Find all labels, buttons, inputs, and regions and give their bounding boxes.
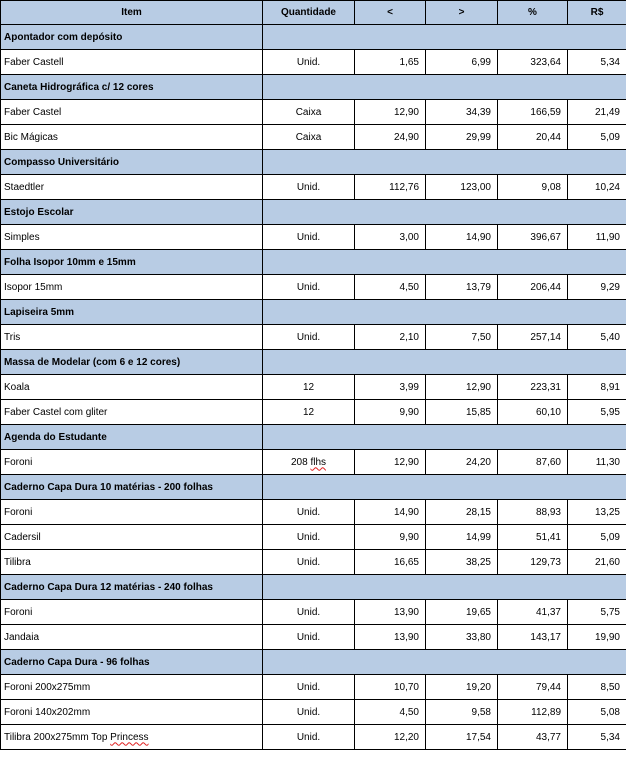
quantity-cell-text: 12 — [302, 406, 315, 418]
percent-cell[interactable] — [498, 450, 568, 475]
table-row — [1, 500, 626, 525]
quantity-cell-text: Unid. — [296, 231, 321, 243]
max-price-cell[interactable] — [426, 400, 498, 425]
max-price-cell[interactable] — [426, 275, 498, 300]
min-price-cell[interactable] — [355, 625, 426, 650]
percent-cell-text: 79,44 — [535, 681, 561, 693]
min-price-cell-text: 12,90 — [393, 106, 419, 118]
group-filler-cell[interactable] — [263, 650, 626, 675]
quantity-cell[interactable] — [263, 325, 355, 350]
min-price-cell-text: 16,65 — [393, 556, 419, 568]
table-row — [1, 450, 626, 475]
group-title[interactable]: Folha Isopor 10mm e 15mm — [1, 250, 263, 275]
table-row — [1, 50, 626, 75]
item-name-cell[interactable] — [1, 550, 263, 575]
quantity-cell-text: Unid. — [296, 331, 321, 343]
quantity-cell[interactable] — [263, 400, 355, 425]
min-price-cell-text: 13,90 — [393, 631, 419, 643]
table-row — [1, 550, 626, 575]
group-filler-cell[interactable] — [263, 250, 626, 275]
group-row — [1, 250, 626, 275]
table-row — [1, 375, 626, 400]
quantity-cell[interactable] — [263, 100, 355, 125]
quantity-cell[interactable] — [263, 725, 355, 750]
min-price-cell[interactable] — [355, 525, 426, 550]
table-row — [1, 175, 626, 200]
difference-cell-text: 5,34 — [600, 56, 620, 68]
quantity-cell-text: Unid. — [296, 506, 321, 518]
quantity-cell-text: Unid. — [296, 556, 321, 568]
percent-cell-text: 206,44 — [530, 281, 561, 293]
difference-cell[interactable] — [568, 125, 626, 150]
table-row — [1, 225, 626, 250]
max-price-cell[interactable] — [426, 125, 498, 150]
quantity-cell[interactable] — [263, 125, 355, 150]
table-row — [1, 625, 626, 650]
difference-cell-text: 9,29 — [600, 281, 620, 293]
percent-cell-text: 112,89 — [531, 706, 561, 718]
max-price-cell[interactable] — [426, 675, 498, 700]
max-price-cell-text: 34,39 — [465, 106, 491, 118]
difference-cell[interactable] — [568, 525, 626, 550]
table-row — [1, 400, 626, 425]
item-name-cell-text: Faber Castel — [4, 106, 62, 118]
item-name-cell-text: Foroni 200x275mm — [4, 681, 91, 693]
quantity-cell-text: Unid. — [296, 631, 321, 643]
item-name-cell[interactable] — [1, 675, 263, 700]
min-price-cell[interactable] — [355, 550, 426, 575]
group-title[interactable]: Caderno Capa Dura 12 matérias - 240 folhas — [1, 575, 263, 600]
quantity-cell[interactable] — [263, 275, 355, 300]
item-name-cell[interactable] — [1, 175, 263, 200]
percent-cell-text: 166,59 — [530, 106, 561, 118]
max-price-cell-text: 13,79 — [465, 281, 491, 293]
percent-cell[interactable] — [498, 625, 568, 650]
group-filler-cell[interactable] — [263, 575, 626, 600]
max-price-cell[interactable] — [426, 100, 498, 125]
item-name-cell-text: Foroni — [4, 506, 33, 518]
quantity-cell[interactable] — [263, 225, 355, 250]
group-title[interactable]: Apontador com depósito — [1, 25, 263, 50]
difference-cell-text: 13,25 — [594, 506, 620, 518]
difference-cell[interactable] — [568, 500, 626, 525]
group-row — [1, 575, 626, 600]
group-filler-cell[interactable] — [263, 425, 626, 450]
percent-cell[interactable] — [498, 500, 568, 525]
min-price-cell-text: 3,00 — [399, 231, 419, 243]
max-price-cell-text: 7,50 — [471, 331, 491, 343]
min-price-cell[interactable] — [355, 725, 426, 750]
item-name-cell-text: Staedtler — [4, 181, 45, 193]
item-name-cell-text: Foroni — [4, 606, 33, 618]
item-name-cell-text: Faber Castell — [4, 56, 64, 68]
group-title[interactable]: Estojo Escolar — [1, 200, 263, 225]
table-row — [1, 675, 626, 700]
max-price-cell-text: 38,25 — [465, 556, 491, 568]
difference-cell-text: 5,95 — [600, 406, 620, 418]
quantity-cell[interactable] — [263, 550, 355, 575]
quantity-cell[interactable] — [263, 700, 355, 725]
quantity-cell-text: Unid. — [296, 606, 321, 618]
percent-cell-text: 143,17 — [530, 631, 561, 643]
max-price-cell[interactable] — [426, 500, 498, 525]
difference-cell-text: 5,09 — [600, 131, 620, 143]
percent-cell[interactable] — [498, 100, 568, 125]
item-name-cell-text: Foroni 140x202mm — [4, 706, 91, 718]
quantity-cell[interactable] — [263, 450, 355, 475]
percent-cell-text: 88,93 — [535, 506, 561, 518]
spellcheck-mark: flhs — [310, 456, 327, 468]
percent-cell[interactable] — [498, 125, 568, 150]
group-row — [1, 150, 626, 175]
table-row — [1, 525, 626, 550]
difference-cell[interactable] — [568, 275, 626, 300]
difference-cell-text: 10,24 — [594, 181, 620, 193]
difference-cell-text: 8,50 — [600, 681, 620, 693]
difference-cell-text: 5,75 — [600, 606, 620, 618]
item-name-cell-text: Isopor 15mm — [4, 281, 63, 293]
quantity-cell[interactable] — [263, 675, 355, 700]
quantity-cell[interactable] — [263, 175, 355, 200]
quantity-cell[interactable] — [263, 600, 355, 625]
quantity-cell-text: Unid. — [296, 281, 321, 293]
min-price-cell[interactable] — [355, 100, 426, 125]
quantity-cell[interactable] — [263, 375, 355, 400]
item-name-cell[interactable] — [1, 375, 263, 400]
difference-cell-text: 19,90 — [594, 631, 620, 643]
group-title[interactable]: Caneta Hidrográfica c/ 12 cores — [1, 75, 263, 100]
difference-cell-text: 5,09 — [600, 531, 620, 543]
min-price-cell[interactable] — [355, 275, 426, 300]
max-price-cell[interactable] — [426, 525, 498, 550]
percent-cell-text: 41,37 — [535, 606, 561, 618]
item-name-cell[interactable] — [1, 125, 263, 150]
quantity-cell-text: Unid. — [296, 706, 321, 718]
percent-cell[interactable] — [498, 700, 568, 725]
percent-cell-text: 60,10 — [535, 406, 561, 418]
header-quantidade[interactable]: Quantidade — [263, 1, 355, 25]
percent-cell[interactable] — [498, 325, 568, 350]
max-price-cell-text: 14,99 — [465, 531, 491, 543]
header-difference[interactable]: R$ — [568, 1, 626, 25]
table-row — [1, 700, 626, 725]
min-price-cell[interactable] — [355, 500, 426, 525]
difference-cell-text: 8,91 — [600, 381, 620, 393]
table-body — [1, 25, 626, 750]
max-price-cell[interactable] — [426, 50, 498, 75]
group-row — [1, 300, 626, 325]
difference-cell[interactable] — [568, 100, 626, 125]
quantity-cell[interactable] — [263, 500, 355, 525]
max-price-cell-text: 17,54 — [465, 731, 491, 743]
max-price-cell-text: 19,65 — [465, 606, 491, 618]
difference-cell-text: 11,90 — [595, 231, 620, 243]
quantity-cell-text: Unid. — [296, 181, 321, 193]
percent-cell-text: 43,77 — [535, 731, 561, 743]
item-name-cell[interactable] — [1, 700, 263, 725]
item-name-cell[interactable] — [1, 450, 263, 475]
item-name-cell-text: Jandaia — [4, 631, 40, 643]
group-filler-cell[interactable] — [263, 25, 626, 50]
difference-cell[interactable] — [568, 625, 626, 650]
table-row — [1, 125, 626, 150]
group-row — [1, 475, 626, 500]
max-price-cell-text: 29,99 — [465, 131, 491, 143]
difference-cell[interactable] — [568, 325, 626, 350]
group-filler-cell[interactable] — [263, 75, 626, 100]
min-price-cell-text: 112,76 — [389, 181, 419, 193]
max-price-cell-text: 19,20 — [465, 681, 491, 693]
quantity-cell[interactable] — [263, 50, 355, 75]
group-row — [1, 425, 626, 450]
item-name-cell[interactable] — [1, 600, 263, 625]
header-item[interactable]: Item — [1, 1, 263, 25]
percent-cell-text: 9,08 — [541, 181, 561, 193]
header-min[interactable]: < — [355, 1, 426, 25]
group-filler-cell[interactable] — [263, 475, 626, 500]
min-price-cell-text: 9,90 — [399, 406, 419, 418]
min-price-cell[interactable] — [355, 700, 426, 725]
min-price-cell-text: 1,65 — [399, 56, 419, 68]
group-row — [1, 200, 626, 225]
difference-cell-text: 21,60 — [594, 556, 620, 568]
difference-cell-text: 5,40 — [600, 331, 620, 343]
table-row — [1, 275, 626, 300]
min-price-cell[interactable] — [355, 225, 426, 250]
percent-cell-text: 129,73 — [530, 556, 561, 568]
group-filler-cell[interactable] — [263, 350, 626, 375]
min-price-cell-text: 4,50 — [399, 706, 419, 718]
item-name-cell[interactable] — [1, 525, 263, 550]
quantity-cell-text: 208 flhs — [290, 456, 327, 468]
percent-cell-text: 51,41 — [535, 531, 561, 543]
percent-cell-text: 87,60 — [535, 456, 561, 468]
header-max[interactable]: > — [426, 1, 498, 25]
min-price-cell[interactable] — [355, 125, 426, 150]
group-filler-cell[interactable] — [263, 200, 626, 225]
min-price-cell[interactable] — [355, 400, 426, 425]
difference-cell[interactable] — [568, 600, 626, 625]
item-name-cell-text: Faber Castel com gliter — [4, 406, 108, 418]
difference-cell[interactable] — [568, 700, 626, 725]
quantity-cell[interactable] — [263, 525, 355, 550]
max-price-cell-text: 12,90 — [465, 381, 491, 393]
min-price-cell-text: 12,20 — [393, 731, 419, 743]
difference-cell[interactable] — [568, 550, 626, 575]
difference-cell[interactable] — [568, 675, 626, 700]
min-price-cell-text: 13,90 — [393, 606, 419, 618]
percent-cell[interactable] — [498, 675, 568, 700]
item-name-cell-text: Tilibra — [4, 556, 31, 568]
min-price-cell[interactable] — [355, 175, 426, 200]
percent-cell[interactable] — [498, 375, 568, 400]
difference-cell-text: 11,30 — [595, 456, 620, 468]
max-price-cell[interactable] — [426, 375, 498, 400]
max-price-cell[interactable] — [426, 325, 498, 350]
percent-cell-text: 396,67 — [530, 231, 561, 243]
difference-cell-text: 5,08 — [600, 706, 620, 718]
percent-cell-text: 323,64 — [530, 56, 561, 68]
item-name-cell[interactable] — [1, 100, 263, 125]
min-price-cell-text: 4,50 — [399, 281, 419, 293]
max-price-cell-text: 15,85 — [465, 406, 491, 418]
percent-cell-text: 20,44 — [535, 131, 561, 143]
max-price-cell-text: 33,80 — [465, 631, 491, 643]
group-title[interactable]: Compasso Universitário — [1, 150, 263, 175]
percent-cell[interactable] — [498, 600, 568, 625]
min-price-cell[interactable] — [355, 50, 426, 75]
min-price-cell-text: 12,90 — [393, 456, 419, 468]
min-price-cell-text: 24,90 — [393, 131, 419, 143]
table-row — [1, 325, 626, 350]
min-price-cell-text: 9,90 — [399, 531, 419, 543]
max-price-cell-text: 24,20 — [465, 456, 491, 468]
max-price-cell-text: 28,15 — [465, 506, 491, 518]
max-price-cell[interactable] — [426, 450, 498, 475]
difference-cell[interactable] — [568, 50, 626, 75]
group-row — [1, 350, 626, 375]
quantity-cell-text: Caixa — [295, 131, 322, 143]
min-price-cell[interactable] — [355, 675, 426, 700]
max-price-cell[interactable] — [426, 175, 498, 200]
min-price-cell[interactable] — [355, 600, 426, 625]
percent-cell[interactable] — [498, 175, 568, 200]
quantity-cell-text: Unid. — [296, 681, 321, 693]
quantity-cell[interactable] — [263, 625, 355, 650]
table-row — [1, 725, 626, 750]
group-title[interactable]: Caderno Capa Dura - 96 folhas — [1, 650, 263, 675]
max-price-cell[interactable] — [426, 600, 498, 625]
header-row — [1, 1, 626, 25]
percent-cell[interactable] — [498, 275, 568, 300]
item-name-cell[interactable] — [1, 50, 263, 75]
min-price-cell-text: 14,90 — [393, 506, 419, 518]
percent-cell[interactable] — [498, 725, 568, 750]
group-title[interactable]: Massa de Modelar (com 6 e 12 cores) — [1, 350, 263, 375]
difference-cell[interactable] — [568, 725, 626, 750]
item-name-cell[interactable] — [1, 275, 263, 300]
difference-cell-text: 5,34 — [600, 731, 620, 743]
item-name-cell[interactable] — [1, 500, 263, 525]
item-name-cell[interactable] — [1, 625, 263, 650]
difference-cell[interactable] — [568, 450, 626, 475]
max-price-cell[interactable] — [426, 625, 498, 650]
max-price-cell-text: 6,99 — [471, 56, 491, 68]
item-name-cell[interactable] — [1, 225, 263, 250]
group-title[interactable]: Lapiseira 5mm — [1, 300, 263, 325]
difference-cell-text: 21,49 — [594, 106, 620, 118]
max-price-cell[interactable] — [426, 225, 498, 250]
item-name-cell-text: Cadersil — [4, 531, 41, 543]
group-row — [1, 25, 626, 50]
min-price-cell-text: 10,70 — [393, 681, 419, 693]
max-price-cell-text: 14,90 — [465, 231, 491, 243]
percent-cell[interactable] — [498, 400, 568, 425]
quantity-cell-text: Unid. — [296, 56, 321, 68]
item-name-cell[interactable] — [1, 725, 263, 750]
group-title[interactable]: Agenda do Estudante — [1, 425, 263, 450]
quantity-cell-text: Caixa — [295, 106, 322, 118]
item-name-cell[interactable] — [1, 325, 263, 350]
difference-cell[interactable] — [568, 225, 626, 250]
item-name-cell-text: Bic Mágicas — [4, 131, 58, 143]
item-name-cell-text: Koala — [4, 381, 30, 393]
item-name-cell-text: Tilibra 200x275mm Top Princess — [4, 731, 149, 743]
group-filler-cell[interactable] — [263, 150, 626, 175]
max-price-cell[interactable] — [426, 700, 498, 725]
percent-cell-text: 257,14 — [530, 331, 561, 343]
difference-cell[interactable] — [568, 175, 626, 200]
min-price-cell[interactable] — [355, 450, 426, 475]
min-price-cell-text: 2,10 — [399, 331, 419, 343]
quantity-cell-text: Unid. — [296, 731, 321, 743]
item-name-cell-text: Simples — [4, 231, 40, 243]
percent-cell[interactable] — [498, 225, 568, 250]
difference-cell[interactable] — [568, 400, 626, 425]
header-percent[interactable]: % — [498, 1, 568, 25]
group-title[interactable]: Caderno Capa Dura 10 matérias - 200 folhas — [1, 475, 263, 500]
min-price-cell-text: 3,99 — [399, 381, 419, 393]
min-price-cell[interactable] — [355, 375, 426, 400]
percent-cell-text: 223,31 — [530, 381, 561, 393]
max-price-cell-text: 9,58 — [471, 706, 491, 718]
group-filler-cell[interactable] — [263, 300, 626, 325]
item-name-cell[interactable] — [1, 400, 263, 425]
spellcheck-mark: Princess — [110, 731, 149, 743]
percent-cell[interactable] — [498, 50, 568, 75]
table-row — [1, 100, 626, 125]
item-name-cell-text: Foroni — [4, 456, 33, 468]
percent-cell[interactable] — [498, 550, 568, 575]
min-price-cell[interactable] — [355, 325, 426, 350]
max-price-cell[interactable] — [426, 725, 498, 750]
table-row — [1, 600, 626, 625]
group-row — [1, 650, 626, 675]
max-price-cell-text: 123,00 — [460, 181, 491, 193]
max-price-cell[interactable] — [426, 550, 498, 575]
difference-cell[interactable] — [568, 375, 626, 400]
item-name-cell-text: Tris — [4, 331, 21, 343]
quantity-cell-text: Unid. — [296, 531, 321, 543]
percent-cell[interactable] — [498, 525, 568, 550]
group-row — [1, 75, 626, 100]
quantity-cell-text: 12 — [302, 381, 315, 393]
